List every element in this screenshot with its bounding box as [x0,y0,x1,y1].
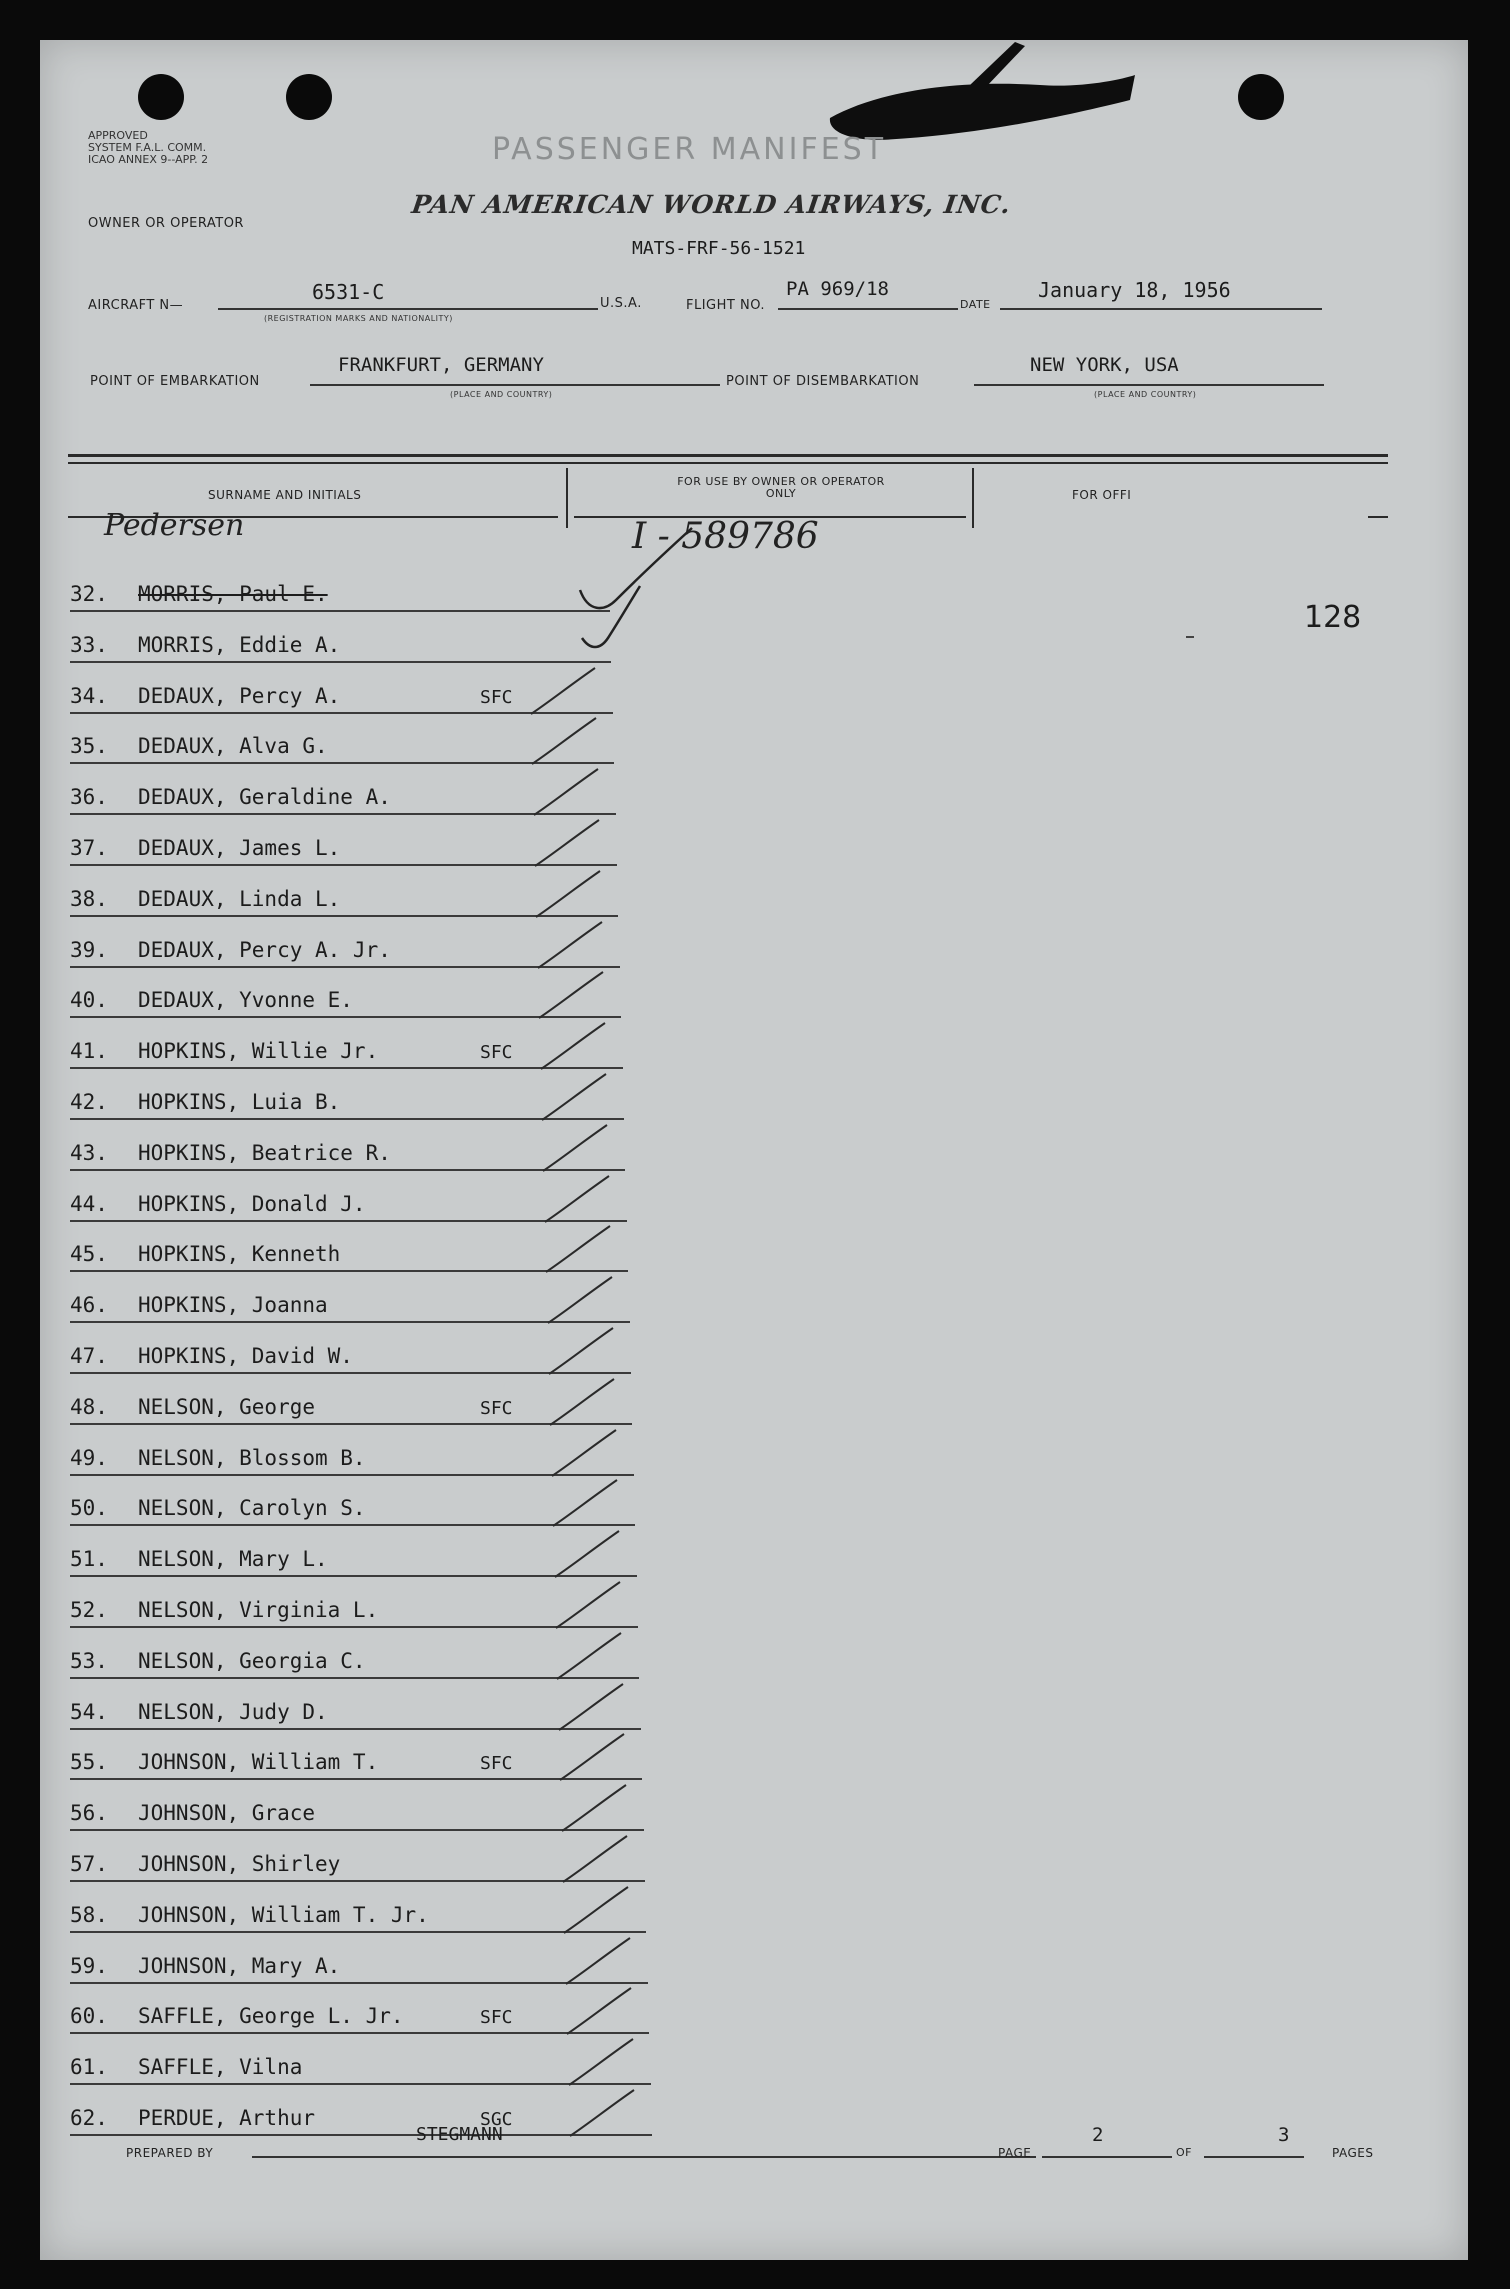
handwritten-note: I - 589786 [632,516,819,557]
passenger-row [70,1527,637,1577]
col-official: FOR OFFI [1072,488,1132,502]
check-mark [544,1375,624,1431]
passenger-row [70,1476,635,1526]
passenger-name: DEDAUX, Yvonne E. [138,988,353,1013]
passenger-name: HOPKINS, Donald J. [138,1191,366,1216]
total-pages-value: 3 [1278,2124,1290,2146]
manifest-sheet [40,40,1468,2260]
passenger-row [70,1172,627,1222]
column-divider [972,468,974,528]
mats-number: MATS-FRF-56-1521 [632,238,806,259]
passenger-number: 54. [70,1699,108,1724]
passenger-row [70,714,614,764]
passenger-row [70,1883,646,1933]
passenger-number: 57. [70,1852,108,1876]
passenger-name: HOPKINS, Luia B. [138,1090,341,1114]
table-top-rule-2 [68,462,1388,464]
passenger-name: NELSON, Mary L. [138,1547,328,1572]
punch-hole [286,74,332,120]
page-label: PAGE [998,2146,1032,2160]
check-mark [557,1832,637,1888]
passenger-name: MORRIS, Eddie A. [138,632,341,657]
passenger-name: SAFFLE, Vilna [138,2055,303,2080]
passenger-name: DEDAUX, Geraldine A. [138,785,391,810]
passenger-row [70,2035,651,2085]
passenger-name: HOPKINS, Beatrice R. [138,1140,391,1165]
disembark-value: NEW YORK, USA [1030,354,1179,376]
passenger-rank: SFC [480,2007,513,2029]
date-label: DATE [960,298,991,311]
passenger-row [70,1984,649,2034]
passenger-number: 34. [70,683,108,708]
passenger-number: 43. [70,1140,108,1165]
passenger-name: DEDAUX, Percy A. Jr. [138,937,391,962]
passenger-row [70,1629,639,1679]
check-mark [543,1324,623,1380]
check-mark [556,1781,636,1837]
date-underline [1000,308,1322,310]
col-owner-use: FOR USE BY OWNER OR OPERATOR ONLY [677,475,885,500]
passenger-row [70,1121,625,1171]
table-top-rule [68,454,1388,457]
row-underline [70,661,611,663]
passenger-row [70,867,618,917]
passenger-row [70,968,621,1018]
passenger-row [70,816,617,866]
punch-hole [1238,74,1284,120]
aircraft-underline [218,308,598,310]
passenger-number: 60. [70,2004,108,2029]
passenger-row [70,1324,631,1374]
table-header-rule [1368,516,1388,518]
airline-name: PAN AMERICAN WORLD AIRWAYS, INC. [409,190,1014,219]
disembark-caption: (PLACE AND COUNTRY) [1094,390,1197,399]
passenger-number: 44. [70,1191,108,1216]
passenger-number: 45. [70,1242,108,1267]
flight-label: FLIGHT NO. [686,298,766,313]
passenger-row [70,1070,624,1120]
approval-line: ICAO ANNEX 9--APP. 2 [88,153,209,166]
passenger-number: 53. [70,1648,108,1673]
passenger-name: HOPKINS, Joanna [138,1293,328,1318]
check-mark [537,1121,617,1177]
prepared-underline [252,2156,1036,2158]
passenger-number: 56. [70,1801,108,1826]
disembark-underline [974,384,1324,386]
passenger-name: JOHNSON, William T. Jr. [138,1902,429,1927]
registration-caption: (REGISTRATION MARKS AND NATIONALITY) [264,314,453,323]
page-value: 2 [1092,2124,1104,2146]
form-title: PASSENGER MANIFEST [492,132,887,167]
passenger-number: 33. [70,632,108,657]
passenger-name: DEDAUX, Linda L. [138,886,341,911]
check-mark [525,664,605,720]
prepared-value: STEGMANN [416,2124,503,2145]
embark-caption: (PLACE AND COUNTRY) [450,390,553,399]
passenger-name: NELSON, Carolyn S. [138,1496,366,1521]
passenger-rank: SFC [480,1753,513,1775]
passenger-name: HOPKINS, David W. [138,1344,353,1368]
check-mark [540,1222,620,1278]
passenger-number: 61. [70,2055,108,2080]
check-mark [553,1680,633,1736]
check-mark [550,1578,630,1634]
passenger-name: MORRIS, Paul E. [138,582,328,606]
check-mark [528,765,608,821]
passenger-row [70,1934,648,1984]
passenger-name: HOPKINS, Willie Jr. [138,1039,379,1064]
passenger-name: NELSON, Blossom B. [138,1445,366,1470]
check-mark [551,1629,631,1685]
embark-label: POINT OF EMBARKATION [90,374,260,389]
passenger-name: JOHNSON, Shirley [138,1852,341,1876]
disembark-label: POINT OF DISEMBARKATION [726,374,920,389]
aircraft-value: 6531-C [312,280,385,304]
passenger-row [70,613,611,663]
check-mark [526,714,606,770]
row-underline [70,610,610,612]
margin-number: 128 [1304,600,1362,635]
flight-underline [778,308,958,310]
passenger-name: JOHNSON, Mary A. [138,1953,341,1978]
passenger-row [70,562,610,612]
passenger-row [70,1426,634,1476]
passenger-number: 36. [70,785,108,810]
check-mark [554,1730,634,1786]
passenger-rank: SGC [480,2109,513,2130]
embark-value: FRANKFURT, GERMANY [338,354,544,376]
country-label: U.S.A. [600,296,642,311]
passenger-row [70,1832,645,1882]
passenger-name: HOPKINS, Kenneth [138,1242,341,1267]
passenger-row [70,1578,638,1628]
check-mark [546,1426,626,1482]
check-mark [535,1019,615,1075]
passenger-row [70,1019,623,1069]
passenger-row [70,1375,632,1425]
passenger-rank: SFC [480,1042,513,1064]
check-mark [536,1070,616,1126]
passenger-name: SAFFLE, George L. Jr. [138,2004,404,2029]
passenger-number: 62. [70,2106,108,2130]
passenger-number: 40. [70,988,108,1013]
handwritten-correction: Pedersen [104,508,245,543]
passenger-number: 38. [70,886,108,911]
embark-underline [310,384,720,386]
passenger-number: 52. [70,1598,108,1622]
of-label: OF [1176,2146,1192,2159]
passenger-name: DEDAUX, James L. [138,836,341,860]
passenger-number: 49. [70,1445,108,1470]
passenger-row [70,664,613,714]
passenger-number: 47. [70,1344,108,1368]
passenger-number: 48. [70,1394,108,1419]
approval-line: APPROVED [88,129,148,142]
passenger-number: 50. [70,1496,108,1521]
check-mark [561,1984,641,2040]
passenger-number: 58. [70,1902,108,1927]
passenger-number: 59. [70,1953,108,1978]
passenger-number: 41. [70,1039,108,1064]
check-mark [532,918,612,974]
page-underline [1042,2156,1172,2158]
check-mark [547,1476,627,1532]
check-mark [564,2086,644,2142]
passenger-number: 32. [70,582,108,606]
passenger-name: NELSON, Georgia C. [138,1648,366,1673]
passenger-row [70,2086,652,2136]
flight-value: PA 969/18 [786,278,889,300]
passenger-rank: SFC [480,1397,513,1419]
passenger-number: 55. [70,1750,108,1775]
passenger-name: NELSON, Virginia L. [138,1598,379,1622]
check-mark [542,1273,622,1329]
passenger-row [70,918,620,968]
passenger-row [70,765,616,815]
pages-label: PAGES [1332,2146,1374,2160]
passenger-row [70,1730,642,1780]
of-underline [1204,2156,1304,2158]
check-mark [530,867,610,923]
passenger-name: NELSON, George [138,1394,316,1419]
date-value: January 18, 1956 [1038,278,1231,302]
check-mark [539,1172,619,1228]
passenger-number: 42. [70,1090,108,1114]
owner-label: OWNER OR OPERATOR [88,216,244,231]
prepared-label: PREPARED BY [126,2146,214,2160]
passenger-number: 51. [70,1547,108,1572]
punch-hole [138,74,184,120]
passenger-name: DEDAUX, Alva G. [138,734,328,759]
passenger-row [70,1222,628,1272]
passenger-number: 35. [70,734,108,759]
passenger-name: JOHNSON, William T. [138,1750,379,1775]
passenger-name: JOHNSON, Grace [138,1801,316,1826]
margin-tick [1186,636,1194,638]
check-mark [560,1934,640,1990]
column-divider [566,468,568,528]
passenger-name: PERDUE, Arthur [138,2106,316,2130]
passenger-name: NELSON, Judy D. [138,1699,328,1724]
passenger-row [70,1680,641,1730]
passenger-row [70,1781,644,1831]
check-mark [533,968,613,1024]
passenger-row [70,1273,630,1323]
approval-line: SYSTEM F.A.L. COMM. [88,141,207,154]
passenger-number: 39. [70,937,108,962]
aircraft-label: AIRCRAFT N— [88,298,184,313]
approval-block [88,130,208,166]
check-mark [558,1883,638,1939]
passenger-name: DEDAUX, Percy A. [138,683,341,708]
check-mark [563,2035,643,2091]
passenger-rank: SFC [480,686,513,708]
check-mark [549,1527,629,1583]
passenger-number: 46. [70,1293,108,1318]
passenger-number: 37. [70,836,108,860]
check-mark [529,816,609,872]
col-surname: SURNAME AND INITIALS [208,488,362,502]
